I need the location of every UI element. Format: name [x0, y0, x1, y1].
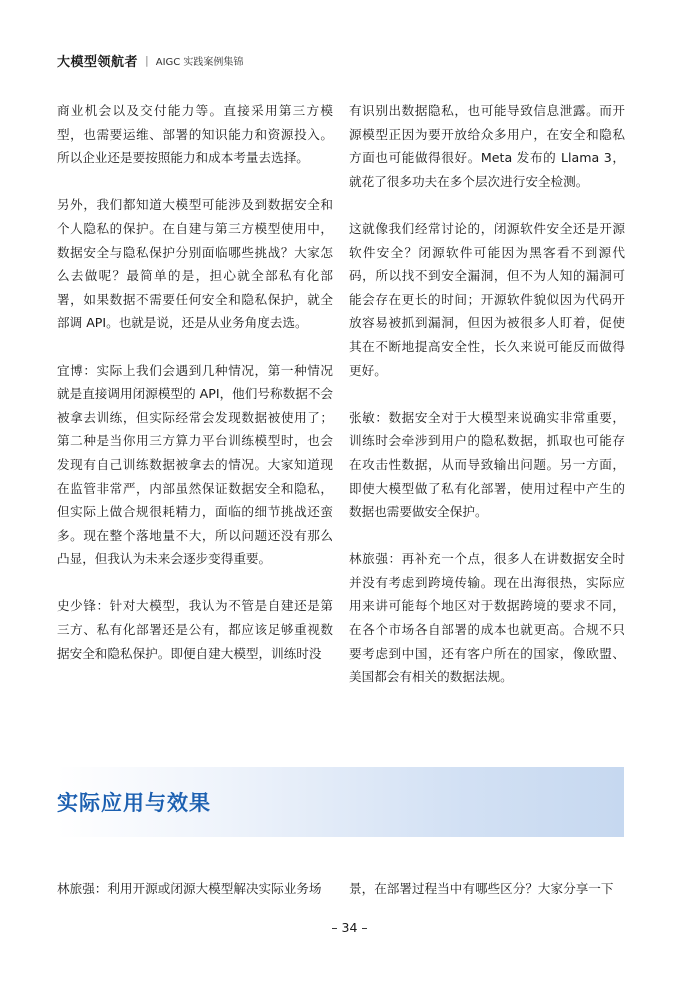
left-column — [57, 99, 333, 689]
bottom-right-text: 景，在部署过程当中有哪些区分？大家分享一下 — [349, 881, 614, 896]
paragraph: 商业机会以及交付能力等。直接采用第三方模型，也需要运维、部署的知识能力和资源投入。所以企业还是要按照能力和成本考量去选择。 — [57, 103, 333, 166]
right-column — [349, 99, 625, 712]
header-title: 大模型领航者 — [57, 54, 139, 70]
page-number: – 34 – — [331, 920, 368, 935]
header-separator: | — [145, 53, 149, 67]
section-title: 实际应用与效果 — [57, 791, 211, 815]
paragraph: 宜博：实际上我们会遇到几种情况，第一种情况就是直接调用闭源模型的 API，他们号称数据不会被拿去训练，但实际经常会发现数据被使用了；第二种是当你用三方算力平台训练模型时，也会发现有自己训练数据被拿去的情况。大家知道现在监管非常严，内部虽然保证数据安全和隐私，但实际上做合规很耗精力，面临的细节挑战还蛮多。现在整个落地量不大，所以问题还没有那么凸显，但我认为未来会逐步变得重要。 — [57, 362, 333, 567]
header-subtitle: AIGC 实践案例集锦 — [155, 56, 244, 68]
running-header — [57, 50, 243, 70]
paragraph: 张敏：数据安全对于大模型来说确实非常重要，训练时会牵涉到用户的隐私数据，抓取也可能存在攻击性数据，从而导致输出问题。另一方面，即使大模型做了私有化部署，使用过程中产生的数据也需要做安全保护。 — [349, 409, 625, 520]
section-banner — [57, 767, 624, 837]
paragraph: 林旅强：再补充一个点，很多人在讲数据安全时并没有考虑到跨境传输。现在出海很热，实际应用来讲可能每个地区对于数据跨境的要求不同，在各个市场各自部署的成本也就更高。合规不只要考虑到中国，还有客户所在的国家，像欧盟、美国都会有相关的数据法规。 — [349, 551, 625, 685]
paragraph: 史少锋：针对大模型，我认为不管是自建还是第三方、私有化部署还是公有，都应该足够重视数据安全和隐私保护。即便自建大模型，训练时没 — [57, 598, 333, 661]
bottom-left-text: 林旅强：利用开源或闭源大模型解决实际业务场 — [57, 881, 322, 896]
paragraph: 这就像我们经常讨论的，闭源软件安全还是开源软件安全？闭源软件可能因为黑客看不到源代码，所以找不到安全漏洞，但不为人知的漏洞可能会存在更长的时间；开源软件貌似因为代码开放容易被抓到漏洞，但因为被很多人盯着，促使其在不断地提高安全性，长久来说可能反而做得更好。 — [349, 220, 625, 378]
paragraph: 有识别出数据隐私，也可能导致信息泄露。而开源模型正因为要开放给众多用户，在安全和隐私方面也可能做得很好。Meta 发布的 Llama 3，就花了很多功夫在多个层次进行安全检测。 — [349, 103, 625, 189]
paragraph: 另外，我们都知道大模型可能涉及到数据安全和个人隐私的保护。在自建与第三方模型使用中，数据安全与隐私保护分别面临哪些挑战？大家怎么去做呢？最简单的是，担心就全部私有化部署，如果数据不需要任何安全和隐私保护，就全部调 API。也就是说，还是从业务角度去选。 — [57, 197, 333, 331]
